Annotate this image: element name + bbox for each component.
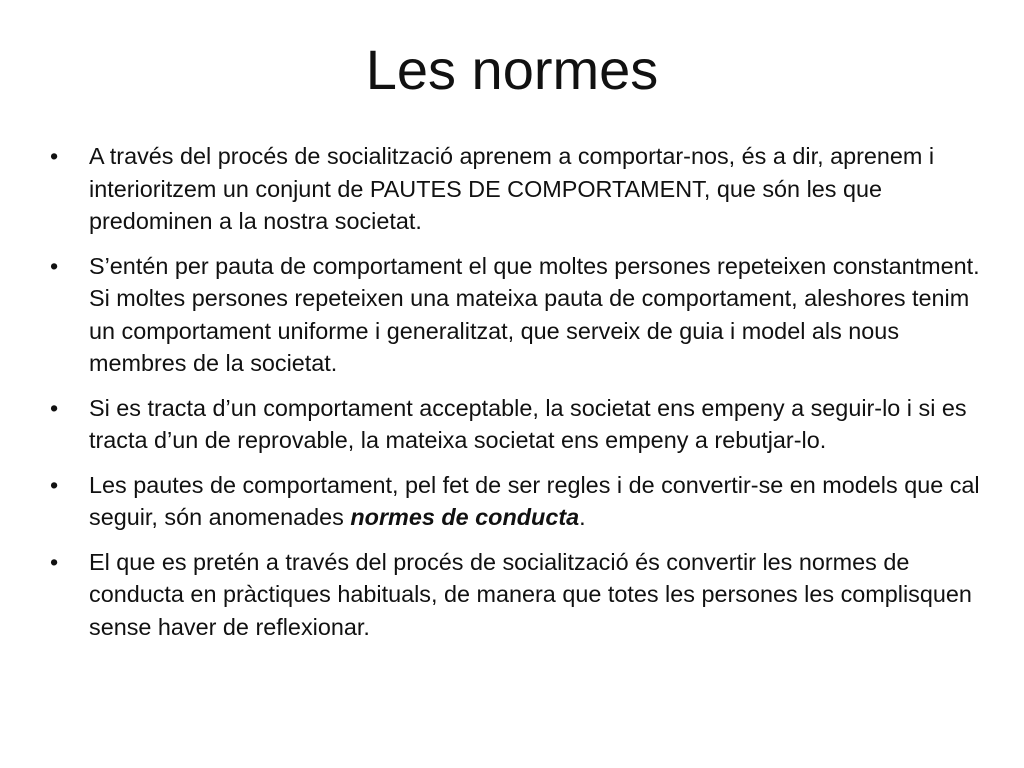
bullet-item-1	[50, 140, 990, 238]
bullet-item-3	[50, 392, 990, 457]
bullet-text-after: .	[579, 504, 586, 530]
bullet-icon: •	[50, 252, 59, 279]
bullet-icon: •	[50, 471, 59, 498]
bullet-text: A través del procés de socialització aprenem a comportar-nos, és a dir, aprenem i interioritzem un conjunt de PAUTES DE COMPORTAMENT, que són les que predominen a la nostra societat.	[89, 143, 935, 234]
emphasized-term: normes de conducta	[350, 504, 580, 530]
bullet-icon: •	[50, 548, 59, 575]
bullet-icon: •	[50, 394, 59, 421]
bullet-text: S’entén per pauta de comportament el que moltes persones repeteixen constantment. Si moltes persones repeteixen una mateixa pauta de comportament, aleshores tenim un comportament uniforme i generalitzat, que serveix de guia i model als nous membres de la societat.	[89, 252, 980, 376]
bullet-item-4	[50, 469, 990, 534]
bullet-text-before: Les pautes de comportament, pel fet de ser regles i de convertir-se en models que cal seguir, són anomenades	[89, 471, 980, 530]
bullet-item-2	[50, 250, 990, 380]
bullet-text: El que es pretén a través del procés de socialització és convertir les normes de conducta en pràctiques habituals, de manera que totes les persones les complisquen sense haver de reflexionar.	[89, 548, 972, 640]
bullet-text: Si es tracta d’un comportament acceptable, la societat ens empeny a seguir-lo i si es tracta d’un de reprovable, la mateixa societat ens empeny a rebutjar-lo.	[89, 394, 967, 453]
slide-title: Les normes	[365, 38, 659, 101]
bullet-item-5	[50, 546, 990, 644]
bullet-list	[50, 140, 990, 655]
bullet-text	[89, 472, 980, 531]
bullet-icon: •	[50, 143, 59, 169]
